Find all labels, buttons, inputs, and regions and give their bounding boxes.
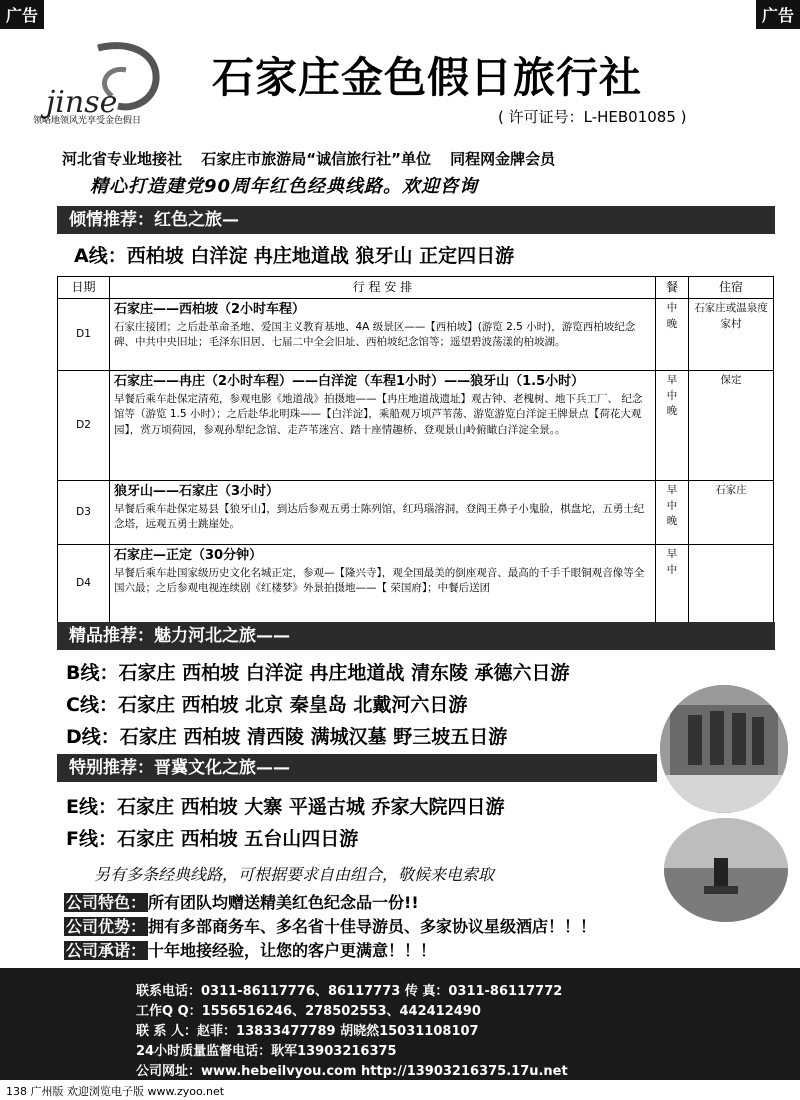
day-cell: D1 xyxy=(58,299,110,371)
header-date: 日期 xyxy=(58,277,110,299)
stay-cell: 石家庄或温泉度家村 xyxy=(689,299,774,371)
baiyangdian-boat-photo xyxy=(664,818,788,922)
ad-label-right: 广告 xyxy=(756,0,800,29)
contact-phone: 联系电话：0311-86117776、86117773 传 真：0311-86117772 xyxy=(136,984,563,999)
table-row xyxy=(58,299,774,371)
logo-slogan: 领略地领风光享受金色假日 xyxy=(33,116,142,126)
route-d: D线：石家庄 西柏坡 清西陵 满城汉墓 野三坡五日游 xyxy=(66,726,508,748)
table-row xyxy=(58,545,774,623)
route-c: C线：石家庄 西柏坡 北京 秦皇岛 北戴河六日游 xyxy=(66,694,468,716)
route-heading: 石家庄—正定（30分钟） xyxy=(114,548,263,564)
feature-label: 公司优势： xyxy=(66,917,147,936)
plan-cell xyxy=(110,481,656,545)
stay-cell: 保定 xyxy=(689,371,774,481)
contact-person: 联 系 人：赵菲：13833477789 胡晓然15031108107 xyxy=(136,1024,479,1039)
route-heading: 狼牙山——石家庄（3小时） xyxy=(114,484,280,500)
table-row xyxy=(58,481,774,545)
banner-hebei-tour: 精品推荐：魅力河北之旅—— xyxy=(57,622,775,650)
meal-cell: 早 中 xyxy=(656,545,689,623)
route-f: F线：石家庄 西柏坡 五台山四日游 xyxy=(66,828,359,850)
feature-line xyxy=(64,890,419,913)
feature-label: 公司特色： xyxy=(66,893,147,912)
feature-text: 所有团队均赠送精美红色纪念品一份!! xyxy=(148,893,419,912)
table-row xyxy=(58,371,774,481)
page-footer: 138 广州版 欢迎浏览电子版 www.zyoo.net xyxy=(6,1085,225,1098)
route-b: B线：石家庄 西柏坡 白洋淀 冉庄地道战 清东陵 承德六日游 xyxy=(66,662,570,684)
xibaipo-monument-photo xyxy=(660,685,788,813)
route-desc: 早餐后乘车赴保定清苑，参观电影《地道战》拍摄地——【冉庄地道战遗址】观古钟、老槐树、地下兵工厂、 纪念馆等（游览 1.5 小时）；之后赴华北明珠——【白洋淀】，乘船观万顷芦苇荡、游览游览白洋淀王牌景点【荷花大观园】，赏万顷荷园，参观孙犁纪念馆、走芦苇迷宫、踏十座情趣桥、登观景山岭俯瞰白洋淀全景。。 xyxy=(114,393,643,436)
plan-cell xyxy=(110,299,656,371)
feature-label: 公司承诺： xyxy=(66,941,147,960)
company-credentials: 河北省专业地接社 石家庄市旅游局“诚信旅行社”单位 同程网金牌会员 xyxy=(62,150,556,168)
route-a: A线：西柏坡 白洋淀 冉庄地道战 狼牙山 正定四日游 xyxy=(74,245,515,267)
route-desc: 石家庄接团；之后赴革命圣地、爱国主义教育基地、4A 级景区——【西柏坡】(游览 2.5 小时)，游览西柏坡纪念碑、中共中央旧址；毛泽东旧居、七届二中全会旧址、西柏坡纪念馆等；遥望碧波荡漾的柏坡湖。 xyxy=(114,321,636,349)
banner-red-tour: 倾情推荐：红色之旅— xyxy=(57,206,775,234)
stay-cell xyxy=(689,545,774,623)
feature-line xyxy=(64,938,436,961)
feature-line xyxy=(64,914,596,937)
route-e: E线：石家庄 西柏坡 大寨 平遥古城 乔家大院四日游 xyxy=(66,796,505,818)
route-heading: 石家庄——冉庄（2小时车程）——白洋淀（车程1小时）——狼牙山（1.5小时） xyxy=(114,374,585,390)
meal-cell: 中 晚 xyxy=(656,299,689,371)
stay-cell: 石家庄 xyxy=(689,481,774,545)
license-number: ( 许可证号：L-HEB01085 ) xyxy=(498,108,687,126)
header-stay: 住宿 xyxy=(689,277,774,299)
banner-jinji-tour: 特别推荐：晋冀文化之旅—— xyxy=(57,754,657,782)
ad-label-left: 广告 xyxy=(0,0,44,29)
feature-text: 拥有多部商务车、多名省十佳导游员、多家协议星级酒店！！！ xyxy=(148,917,597,936)
header-meal: 餐 xyxy=(656,277,689,299)
table-header xyxy=(58,277,774,299)
logo-text: jinse xyxy=(46,85,118,120)
meal-cell: 早 中 晚 xyxy=(656,371,689,481)
boat-image-icon xyxy=(664,818,788,922)
contact-qq: 工作Q Q：1556516246、278502553、442412490 xyxy=(136,1004,481,1019)
plan-cell xyxy=(110,371,656,481)
day-cell: D3 xyxy=(58,481,110,545)
meal-cell: 早 中 晚 xyxy=(656,481,689,545)
route-desc: 早餐后乘车赴国家级历史文化名城正定，参观—【隆兴寺】，观全国最美的倒座观音、最高的千手千眼铜观音像等全国六最；之后参观电视连续剧《红楼梦》外景拍摄地——【 荣国府】；中餐后送团 xyxy=(114,567,645,595)
itinerary-table xyxy=(57,276,774,623)
logo-icon xyxy=(38,40,188,120)
route-heading: 石家庄——西柏坡（2小时车程） xyxy=(114,302,306,318)
header-plan: 行 程 安 排 xyxy=(110,277,656,299)
website: 公司网址：www.hebeilvyou.com http://13903216375.17u.net xyxy=(136,1064,568,1079)
page-title: 石家庄金色假日旅行社 xyxy=(212,53,643,102)
day-cell: D4 xyxy=(58,545,110,623)
day-cell: D2 xyxy=(58,371,110,481)
route-desc: 早餐后乘车赴保定易县【狼牙山】，到达后参观五勇士陈列馆，红玛瑙溶洞，登阎王鼻子小鬼脸，棋盘坨，五勇士纪念塔，远观五勇士跳崖处。 xyxy=(114,503,645,531)
plan-cell xyxy=(110,545,656,623)
quality-hotline: 24小时质量监督电话：耿军13903216375 xyxy=(136,1044,397,1059)
statue-image-icon xyxy=(660,685,788,813)
contact-footer xyxy=(0,968,800,1080)
tagline: 精心打造建党90周年红色经典线路。欢迎咨询 xyxy=(90,176,479,197)
extra-routes-note: 另有多条经典线路，可根据要求自由组合，敬候来电索取 xyxy=(94,865,495,884)
feature-text: 十年地接经验，让您的客户更满意！！！ xyxy=(148,941,437,960)
